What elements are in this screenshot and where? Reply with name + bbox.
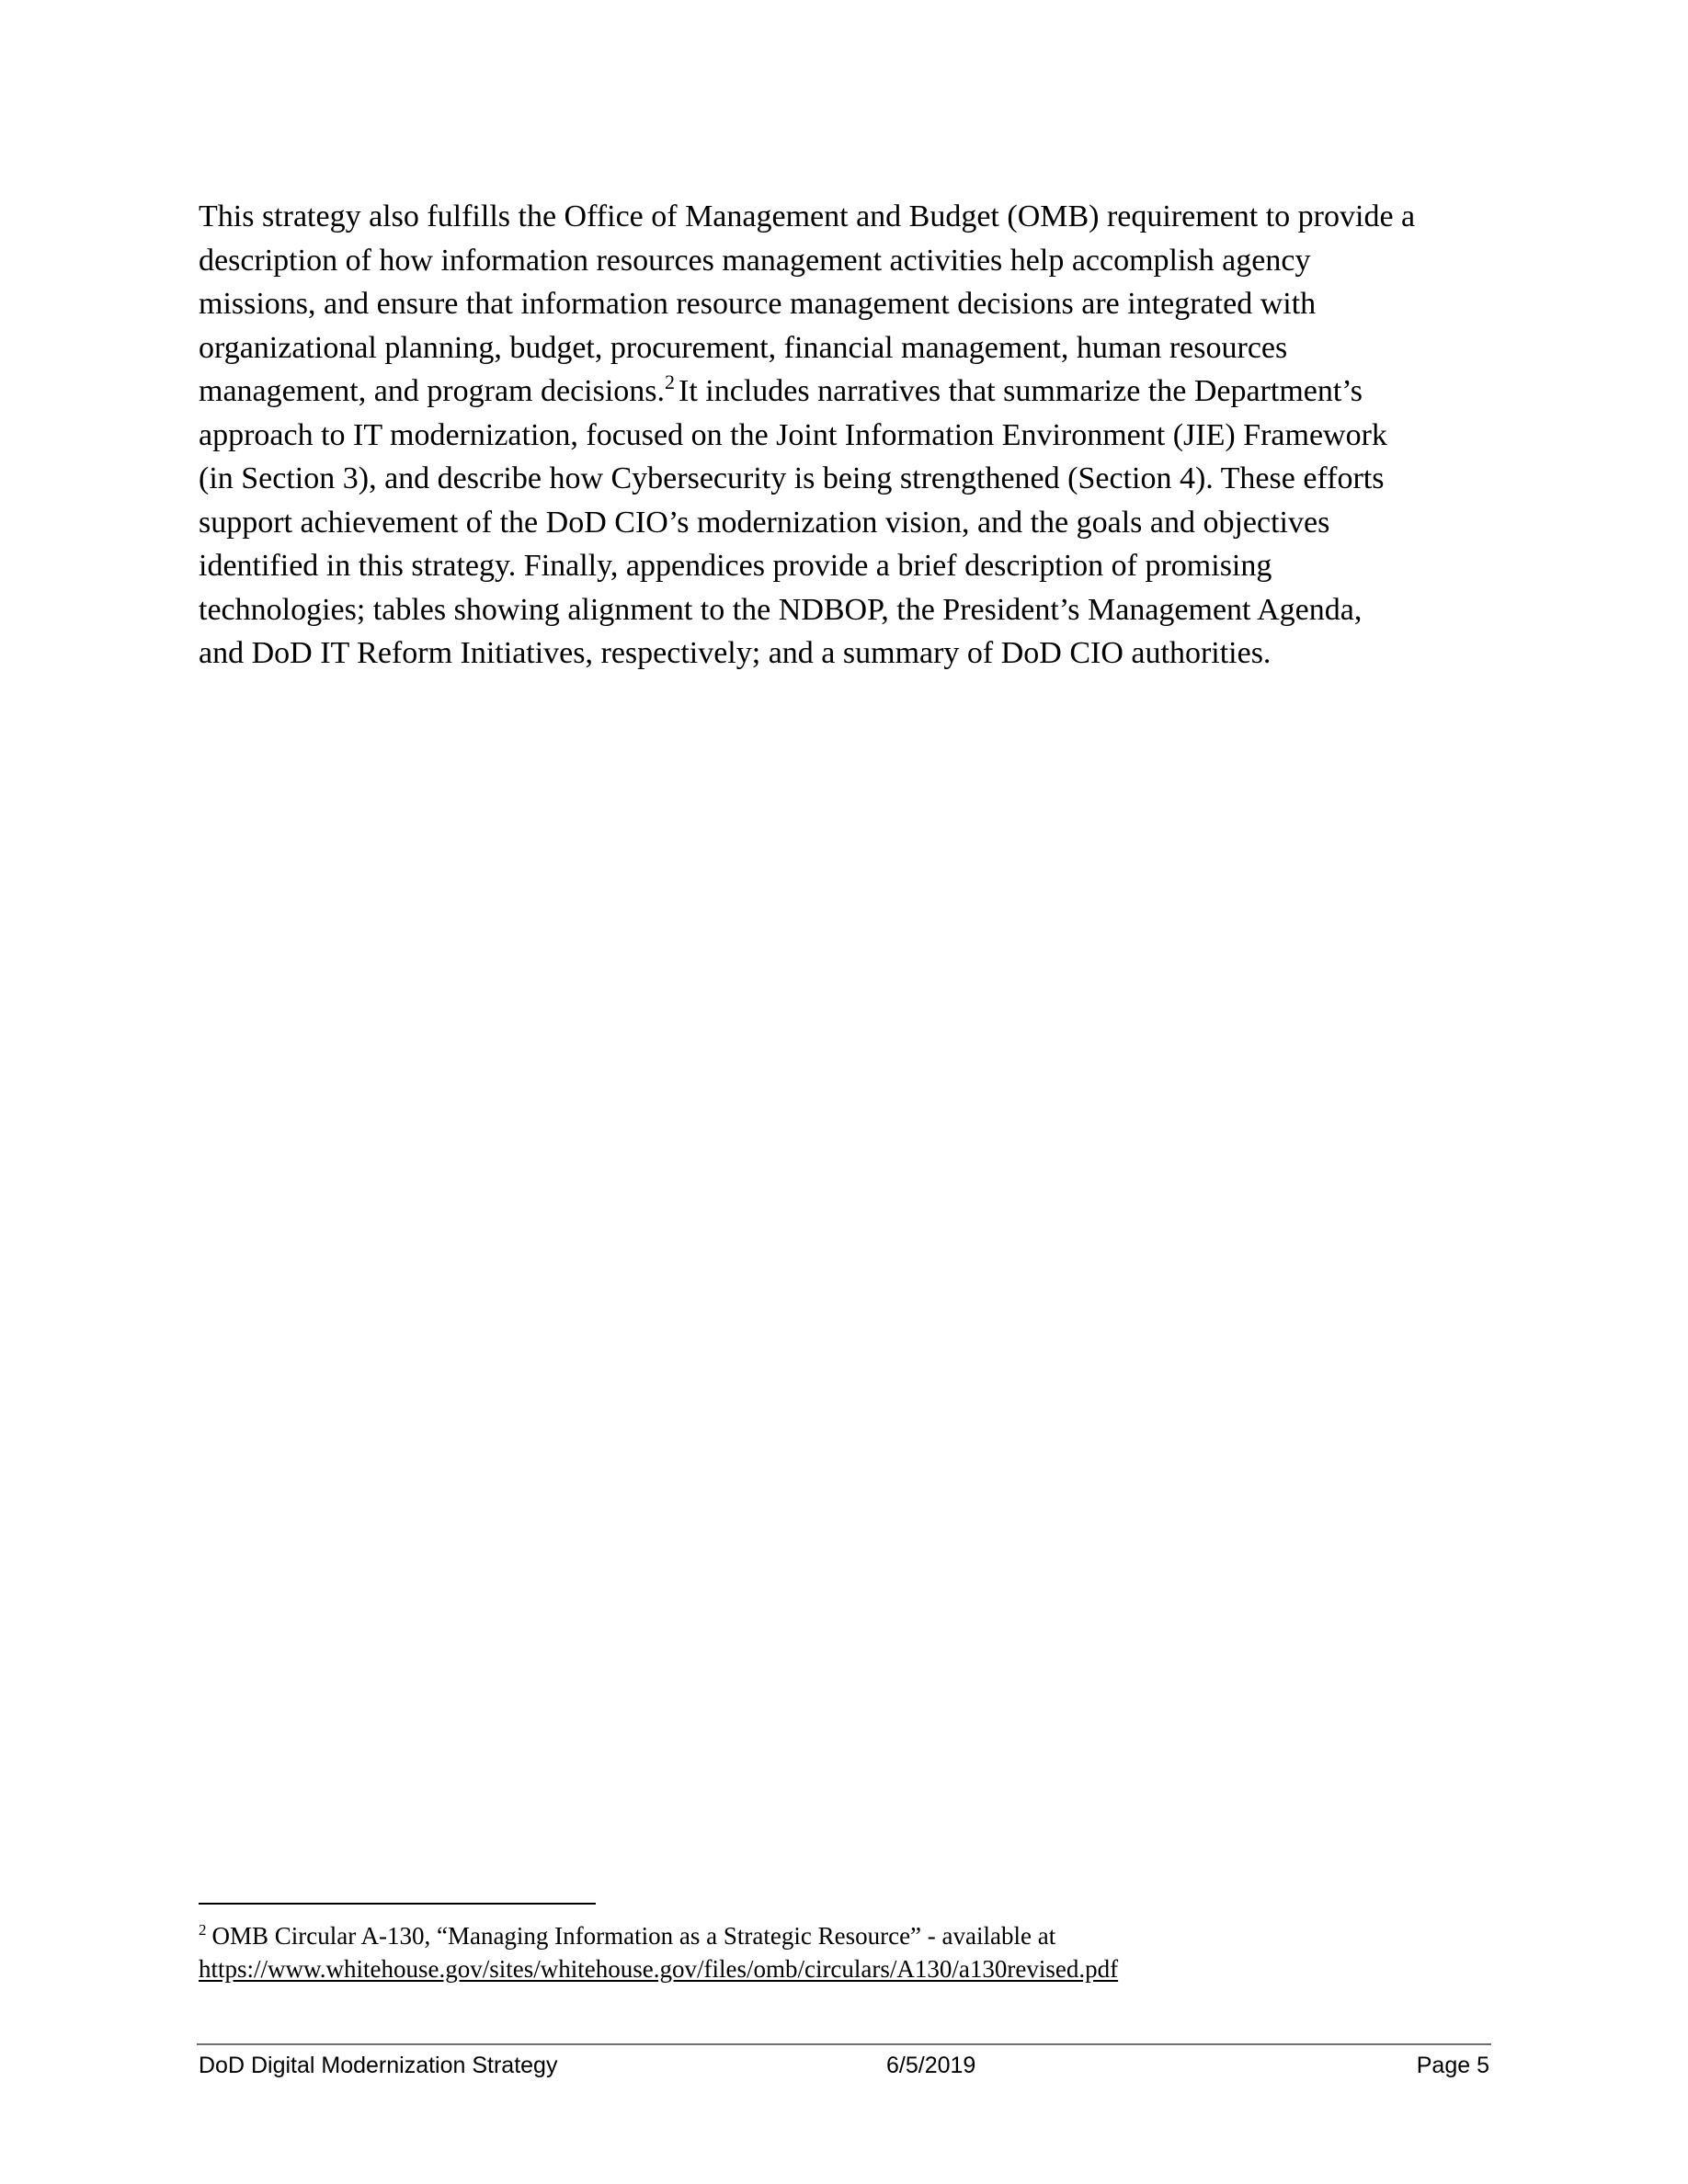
footnote-separator [199, 1903, 596, 1905]
body-line-4: organizational planning, budget, procurement, financial management, human resources [199, 330, 1288, 365]
footnote-link[interactable]: https://www.whitehouse.gov/sites/whitehouse.gov/files/omb/circulars/A130/a130revised.pdf [199, 1955, 1119, 1983]
body-line-5-start: management, and program decisions. [199, 374, 666, 408]
footnote [199, 1919, 1504, 1985]
footer-document-title: DoD Digital Modernization Strategy [199, 2053, 558, 2078]
body-line-11: and DoD IT Reform Initiatives, respectively; and a summary of DoD CIO authorities. [199, 636, 1272, 670]
footnote-reference-2[interactable]: 2 [665, 370, 676, 393]
footnote-link-line [199, 1952, 1504, 1985]
footnote-marker: 2 [199, 1921, 207, 1939]
footnote-text: OMB Circular A-130, “Managing Information as a Strategic Resource” - available at [211, 1922, 1056, 1950]
body-line-3: missions, and ensure that information resource management decisions are integrated with [199, 287, 1317, 321]
footer-page-number: Page 5 [1416, 2053, 1489, 2078]
body-line-6: approach to IT modernization, focused on the Joint Information Environment (JIE) Framework [199, 417, 1387, 452]
body-line-9: identified in this strategy. Finally, appendices provide a brief description of promising [199, 549, 1272, 583]
body-line-5-end: It includes narratives that summarize the Department’s [679, 374, 1363, 408]
footer-date: 6/5/2019 [886, 2053, 976, 2078]
footnote-text-line [199, 1919, 1504, 1952]
body-line-5 [199, 370, 1504, 414]
body-line-7: (in Section 3), and describe how Cybersecurity is being strengthened (Section 4). These efforts [199, 461, 1385, 495]
body-line-1: This strategy also fulfills the Office of Management and Budget (OMB) requirement to provide a [199, 199, 1416, 233]
body-paragraph [199, 195, 1504, 676]
body-line-2: description of how information resources management activities help accomplish agency [199, 243, 1311, 278]
page-footer [199, 2047, 1489, 2084]
body-line-8: support achievement of the DoD CIO’s modernization vision, and the goals and objectives [199, 505, 1330, 540]
footer-separator [197, 2043, 1491, 2045]
body-line-10: technologies; tables showing alignment to the NDBOP, the President’s Management Agenda, [199, 592, 1363, 627]
